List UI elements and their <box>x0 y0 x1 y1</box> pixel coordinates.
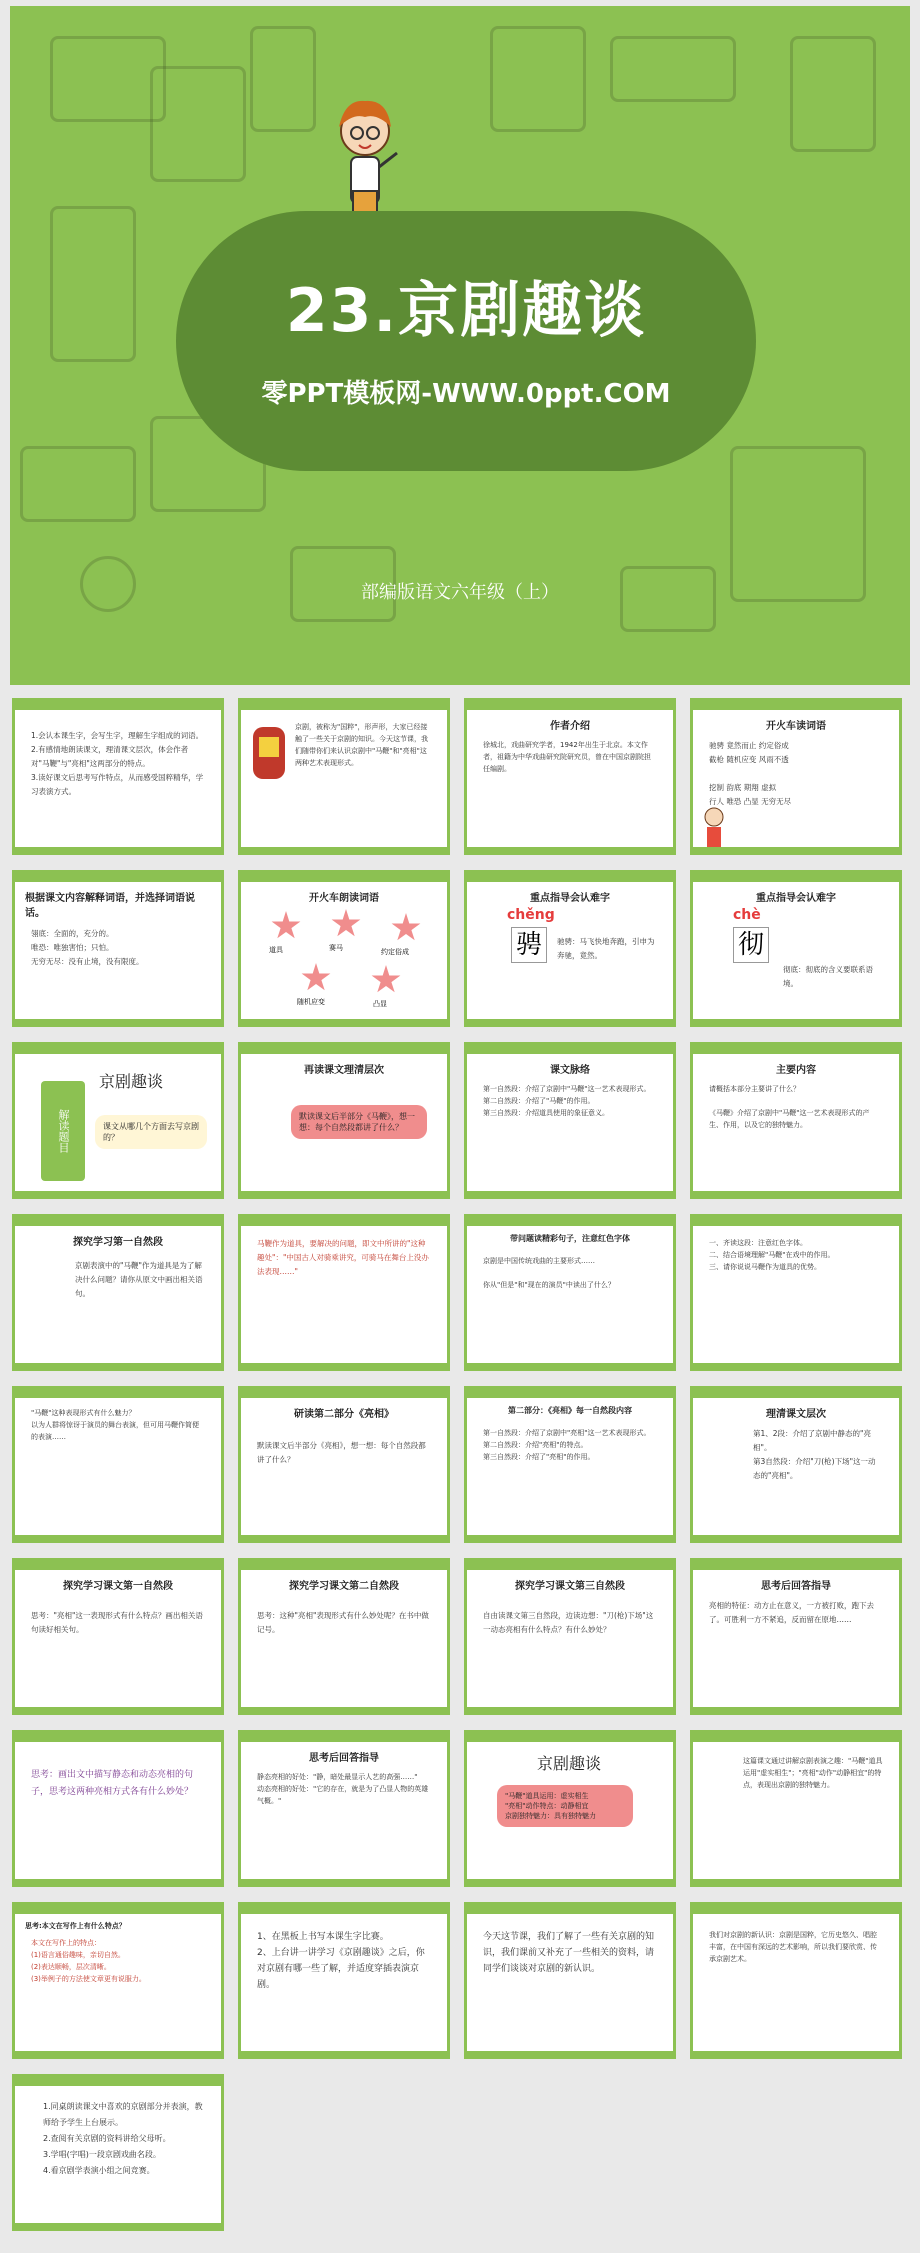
slide-thumb[interactable]: 探究学习课文第一自然段 思考："亮相"这一表现形式有什么特点？画出相关语句读好相关句。 <box>12 1558 224 1715</box>
opera-mask-illustration <box>249 723 289 783</box>
doodle-books <box>20 446 136 522</box>
slide-thumb[interactable]: 探究学习课文第二自然段 思考：这种"亮相"表现形式有什么妙处呢？在书中做记号。 <box>238 1558 450 1715</box>
slide-thumb[interactable]: 1.会认本课生字，会写生字，理解生字组成的词语。 2.有感情地朗读课文，理清课文层次，体会作者对"马鞭"与"亮相"这两部分的特点。 3.读好课文后思考写作特点，从而感受国粹精华，学习表演方式。 <box>12 698 224 855</box>
star-shape <box>391 913 421 943</box>
slide-thumb[interactable]: 1.同桌朗读课文中喜欢的京剧部分并表演，教师给予学生上台展示。 2.查阅有关京剧的资料讲给父母听。 3.学唱(字唱)一段京剧戏曲名段。 4.看京剧学表演小组之间竞赛。 <box>12 2074 224 2231</box>
doodle-pencils <box>250 26 316 132</box>
cartoon-girl-illustration <box>701 805 727 851</box>
star-shape <box>371 965 401 995</box>
title-slide <box>10 6 910 685</box>
slide-thumb[interactable]: 带问题读精彩句子，注意红色字体 京剧是中国传统戏曲的主要形式…… 你从"但是"和"现在的演员"中读出了什么？ <box>464 1214 676 1371</box>
teacher-illustration <box>325 91 405 221</box>
slide-thumb[interactable]: 一、齐读这段：注意红色字体。 二、结合语境理解"马鞭"在戏中的作用。 三、请你说说马鞭作为道具的优势。 <box>690 1214 902 1371</box>
slide-thumb[interactable]: 探究学习课文第三自然段 自由读课文第三自然段，边读边想："刀(枪)下场"这一动态亮相有什么特点？有什么妙处？ <box>464 1558 676 1715</box>
slide-thumb[interactable]: 思考后回答指导 静态亮相的好处："静，暗处最显示人艺的高强……" 动态亮相的好处："它的存在，就是为了凸显人物的英雄气概。" <box>238 1730 450 1887</box>
slide-thumb[interactable]: 这篇课文通过讲解京剧表演之趣："马鞭"道具运用"虚实相生"；"亮相"动作"动静相宜"的特点，表现出京剧的独特魅力。 <box>690 1730 902 1887</box>
slide-thumb[interactable]: 探究学习第一自然段 京剧表演中的"马鞭"作为道具是为了解决什么问题？请你从原文中画出相关语句。 <box>12 1214 224 1371</box>
slide-thumb[interactable]: 研读第二部分《亮相》 默读课文后半部分《亮相》，想一想：每个自然段都讲了什么？ <box>238 1386 450 1543</box>
slide-thumb[interactable]: 重点指导会认难字 chè 彻 彻底：彻底的含义要联系语境。 <box>690 870 902 1027</box>
doodle-telescope <box>50 206 136 362</box>
doodle-book <box>790 36 876 152</box>
slide-thumb[interactable]: 京剧趣谈 "马鞭"道具运用：虚实相生 "亮相"动作特点：动静相宜 京剧独特魅力：具有独特魅力 <box>464 1730 676 1887</box>
slide-thumb[interactable]: 开火车读词语 驰骋 竟然而止 约定俗成 截枪 随机应变 风雨不透 挖制 韵底 期翔 虚拟 行人 唯恐 凸显 无穷无尽 <box>690 698 902 855</box>
doodle-ruler <box>610 36 736 102</box>
slide-thumb[interactable]: 思考：画出文中描写静态和动态亮相的句子，思考这两种亮相方式各有什么妙处？ <box>12 1730 224 1887</box>
topic-badge: 解读题目 <box>41 1081 85 1181</box>
doodle-bag <box>490 26 586 132</box>
slide-thumb[interactable]: 理清课文层次 第1、2段：介绍了京剧中静态的"亮相"。 第3自然段：介绍"刀(枪)下场"这一动态的"亮相"。 <box>690 1386 902 1543</box>
slide-thumb[interactable]: 解读题目 京剧趣谈 课文从哪几个方面去写京剧的？ <box>12 1042 224 1199</box>
star-shape <box>301 963 331 993</box>
grade-label: 部编版语文六年级（上） <box>361 582 559 603</box>
slide-thumb[interactable]: "马鞭"这种表现形式有什么魅力？ 以为人群将惊讶于演员的舞台表演，但可用马鞭作简便的表演…… <box>12 1386 224 1543</box>
doodle-board <box>150 66 246 182</box>
lesson-title: 23.京剧趣谈 <box>285 276 647 346</box>
hanzi-box: 骋 <box>511 927 547 963</box>
slide-thumb[interactable]: 马鞭作为道具，要解决的问题，即文中所讲的"这种趣处"："中国古人对骑乘讲究，可骑马在舞台上没办法表现……" <box>238 1214 450 1371</box>
slide-thumb[interactable]: 开火车朗读词语 道具 赛马 约定俗成 随机应变 凸显 <box>238 870 450 1027</box>
star-shape <box>331 909 361 939</box>
slide-thumb[interactable]: 我们对京剧的新认识：京剧是国粹，它历史悠久、唱腔丰富，在中国有深远的艺术影响，所以我们要欣赏、传承京剧艺术。 <box>690 1902 902 2059</box>
doodle-scale <box>50 36 166 122</box>
hanzi-box: 彻 <box>733 927 769 963</box>
slide-thumb[interactable]: 思考:本文在写作上有什么特点？ 本文在写作上的特点： (1)语言通俗趣味，亲切自然。 (2)表达顺畅，层次清晰。 (3)举例子的方法使文章更有说服力。 <box>12 1902 224 2059</box>
slide-thumb[interactable]: 1、在黑板上书写本课生字比赛。 2、上台讲一讲学习《京剧趣谈》之后，你对京剧有哪一些了解，并适度穿插表演京剧。 <box>238 1902 450 2059</box>
slide-thumb[interactable]: 根据课文内容解释词语，并选择词语说话。 翎底：全面的，充分的。 唯恐：唯独害怕；只怕。 无穷无尽：没有止境，没有限度。 <box>12 870 224 1027</box>
slide-thumb[interactable]: 主要内容 请概括本部分主要讲了什么？ 《马鞭》介绍了京剧中"马鞭"这一艺术表现形式的产生、作用，以及它的独特魅力。 <box>690 1042 902 1199</box>
slide-thumb[interactable]: 再读课文理清层次 默读课文后半部分《马鞭》，想一想：每个自然段都讲了什么？ <box>238 1042 450 1199</box>
slide-thumb[interactable]: 京剧，被称为"国粹"，形声形，大家已经接触了一些关于京剧的知识。今天这节课，我们随带你们来认识京剧中"马鞭"和"亮相"这两种艺术表现形式。 <box>238 698 450 855</box>
slide-thumb[interactable]: 作者介绍 徐城北，戏曲研究学者，1942年出生于北京。本文作者，祖籍为中华戏曲研究院研究员，曾在中国京剧院担任编剧。 <box>464 698 676 855</box>
slide-thumb[interactable]: 思考后回答指导 亮相的特征：动方止在意义，一方被打败，跑下去了。可胜利一方不紧追，反而留在原地…… <box>690 1558 902 1715</box>
slide-thumb[interactable]: 今天这节课，我们了解了一些有关京剧的知识，我们课前又补充了一些相关的资料，请同学们谈谈对京剧的新认识。 <box>464 1902 676 2059</box>
slide-thumb[interactable]: 第二部分：《亮相》每一自然段内容 第一自然段：介绍了京剧中"亮相"这一艺术表现形式。 第二自然段：介绍"亮相"的特点。 第三自然段：介绍了"亮相"的作用。 <box>464 1386 676 1543</box>
slide-thumb[interactable]: 课文脉络 第一自然段：介绍了京剧中"马鞭"这一艺术表现形式。 第二自然段：介绍了"马鞭"的作用。 第三自然段：介绍道具使用的象征意义。 <box>464 1042 676 1199</box>
slide-thumb[interactable]: 重点指导会认难字 chěng 骋 驰骋：马飞快地奔跑，引申为奔驰，竟然。 <box>464 870 676 1027</box>
site-subtitle: 零PPT模板网-WWW.0ppt.COM <box>261 379 671 409</box>
star-shape <box>271 911 301 941</box>
title-pill <box>176 211 756 471</box>
